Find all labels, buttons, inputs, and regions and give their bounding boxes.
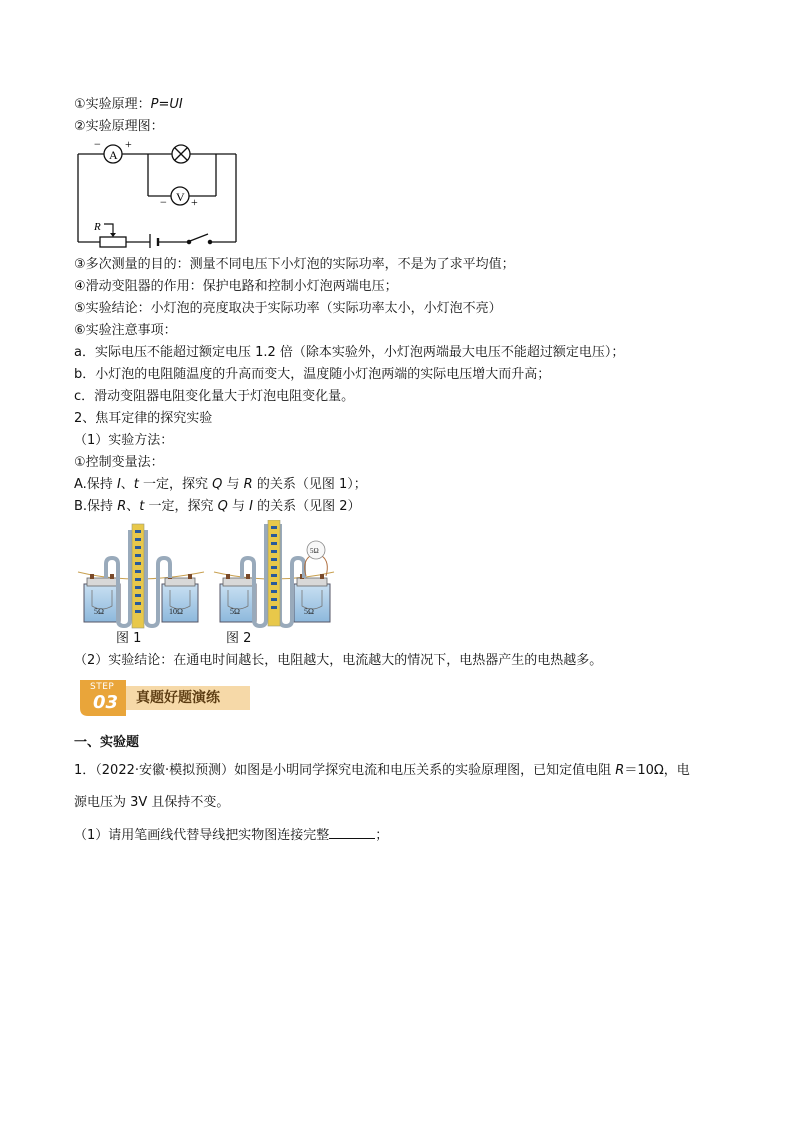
rheostat-icon — [100, 224, 126, 247]
switch-icon — [187, 234, 211, 244]
figure-2-caption: 图 2 — [226, 631, 252, 646]
notes-heading: ⑥实验注意事项： — [74, 323, 177, 338]
method-b: B.保持 R、t 一定，探究 Q 与 I 的关系（见图 2） — [74, 499, 361, 514]
control-variable: ①控制变量法： — [74, 455, 164, 470]
note-b: b．小灯泡的电阻随温度的升高而变大，温度随小灯泡两端的实际电压增大而升高； — [74, 367, 551, 382]
svg-text:5Ω: 5Ω — [94, 607, 104, 616]
svg-text:+: + — [191, 195, 198, 209]
svg-text:R: R — [94, 221, 101, 233]
svg-text:A: A — [109, 148, 118, 162]
section-experiment-questions: 一、实验题 — [74, 735, 140, 750]
diagram-heading: ②实验原理图： — [74, 119, 164, 134]
joule-experiment-figures — [74, 520, 344, 648]
svg-text:5Ω: 5Ω — [230, 607, 240, 616]
step-title: 真题好题演练 — [136, 690, 220, 706]
svg-text:+: + — [125, 138, 132, 151]
svg-text:10Ω: 10Ω — [169, 607, 183, 616]
experiment-conclusion: （2）实验结论：在通电时间越长，电阻越大，电流越大的情况下，电热器产生的电热越多。 — [74, 653, 603, 668]
circuit-diagram — [70, 138, 250, 248]
figure-1-caption: 图 1 — [116, 631, 142, 646]
figure-2 — [214, 520, 334, 626]
answer-blank[interactable] — [329, 826, 375, 839]
method-heading: （1）实验方法： — [74, 433, 174, 448]
question-1-part-1: （1）请用笔画线代替导线把实物图连接完整 ； — [74, 828, 389, 843]
question-1-line-1: 1．（2022·安徽·模拟预测）如图是小明同学探究电流和电压关系的实验原理图，已知定值电阻 R＝10Ω，电 — [74, 763, 690, 778]
svg-text:5Ω: 5Ω — [304, 607, 314, 616]
method-a: A.保持 I、t 一定，探究 Q 与 R 的关系（见图 1）； — [74, 477, 367, 492]
note-a: a．实际电压不能超过额定电压 1.2 倍（除本实验外，小灯泡两端最大电压不能超过额定电压）； — [74, 345, 625, 360]
step-banner — [80, 680, 252, 716]
svg-text:5Ω: 5Ω — [310, 547, 319, 555]
step-label: STEP — [90, 682, 115, 692]
svg-text:V: V — [176, 190, 185, 204]
figure-1 — [78, 524, 204, 628]
battery-icon — [150, 234, 158, 248]
measurement-purpose: ③多次测量的目的：测量不同电压下小灯泡的实际功率，不是为了求平均值； — [74, 257, 515, 272]
svg-text:−: − — [94, 138, 101, 151]
conclusion-line: ⑤实验结论：小灯泡的亮度取决于实际功率（实际功率太小，小灯泡不亮） — [74, 301, 502, 316]
step-number: 03 — [93, 692, 119, 713]
principle-line: ①实验原理：P=UI — [74, 97, 183, 112]
section-joule: 2、焦耳定律的探究实验 — [74, 411, 213, 426]
svg-text:−: − — [160, 195, 167, 209]
note-c: c．滑动变阻器电阻变化量大于灯泡电阻变化量。 — [74, 389, 355, 404]
question-1-line-2: 源电压为 3V 且保持不变。 — [74, 795, 230, 810]
rheostat-role: ④滑动变阻器的作用：保护电路和控制小灯泡两端电压； — [74, 279, 398, 294]
lamp-icon — [172, 145, 190, 163]
